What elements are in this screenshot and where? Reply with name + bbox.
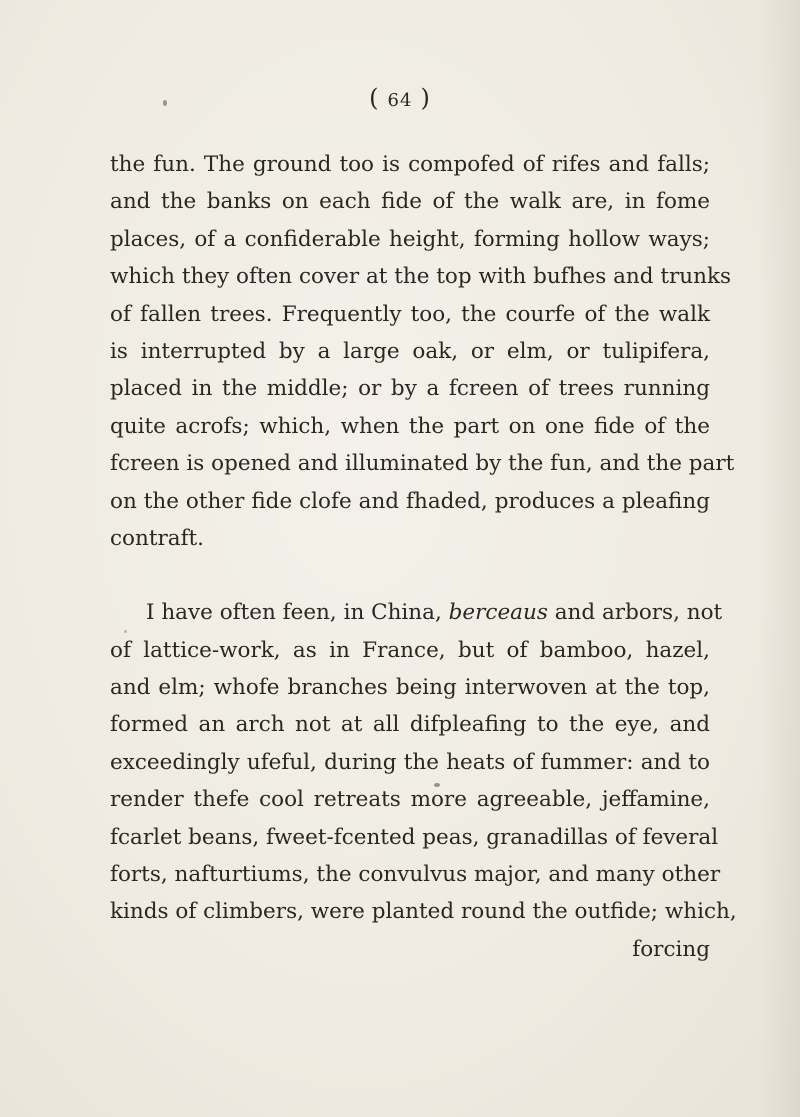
text-line: which they often cover at the top with bufhes and trunks xyxy=(110,264,732,290)
text-run: I have often feen, in China, xyxy=(146,600,449,626)
text-line: placed in the middle; or by a fcreen of trees running xyxy=(110,376,710,402)
paper-speck xyxy=(124,630,127,633)
text-line: is interrupted by a large oak, or elm, or tulipifera, xyxy=(110,338,710,364)
text-line: and the banks on each fide of the walk are, in fome xyxy=(110,189,710,215)
text-line: quite acrofs; which, when the part on one fide of the xyxy=(110,413,710,439)
body-text xyxy=(110,146,737,968)
paragraph-gap xyxy=(110,557,710,594)
text-line: the fun. The ground too is compofed of rifes and falls; xyxy=(110,152,710,177)
page-edge-shadow xyxy=(760,0,800,1117)
text-line: kinds of climbers, were planted round the outfide; which, xyxy=(110,899,737,925)
italic-term: berceaus xyxy=(448,600,548,626)
text-line: exceedingly ufeful, during the heats of fummer: and to xyxy=(110,749,710,775)
text-line: formed an arch not at all difpleafing to the eye, and xyxy=(110,712,710,738)
text-line: contraft. xyxy=(110,525,204,551)
paragraph-2 xyxy=(110,594,737,931)
page-number: 64 xyxy=(387,90,413,111)
text-line: fcarlet beans, fweet-fcented peas, granadillas of feveral xyxy=(110,824,719,850)
text-line: of lattice-work, as in France, but of bamboo, hazel, xyxy=(110,637,710,663)
page-number-open-paren: ( xyxy=(369,84,380,112)
text-line: render thefe cool retreats more agreeable, jeffamine, xyxy=(110,787,710,813)
text-line: and elm; whofe branches being interwoven at the top, xyxy=(110,675,710,701)
page-number-close-paren: ) xyxy=(420,84,431,112)
text-line xyxy=(110,594,723,631)
paragraph-1 xyxy=(110,146,735,557)
text-line: fcreen is opened and illuminated by the fun, and the part xyxy=(110,451,735,477)
paper-speck xyxy=(434,783,440,787)
text-line: of fallen trees. Frequently too, the courfe of the walk xyxy=(110,301,710,327)
page-number-header xyxy=(0,84,800,112)
text-line: forts, nafturtiums, the convulvus major, and many other xyxy=(110,862,721,888)
paper-speck xyxy=(163,100,167,106)
text-run: and arbors, not xyxy=(547,600,723,626)
catchword: forcing xyxy=(632,936,710,962)
text-line: on the other fide clofe and fhaded, produces a pleafing xyxy=(110,488,710,514)
text-line: places, of a confiderable height, forming hollow ways; xyxy=(110,226,710,252)
